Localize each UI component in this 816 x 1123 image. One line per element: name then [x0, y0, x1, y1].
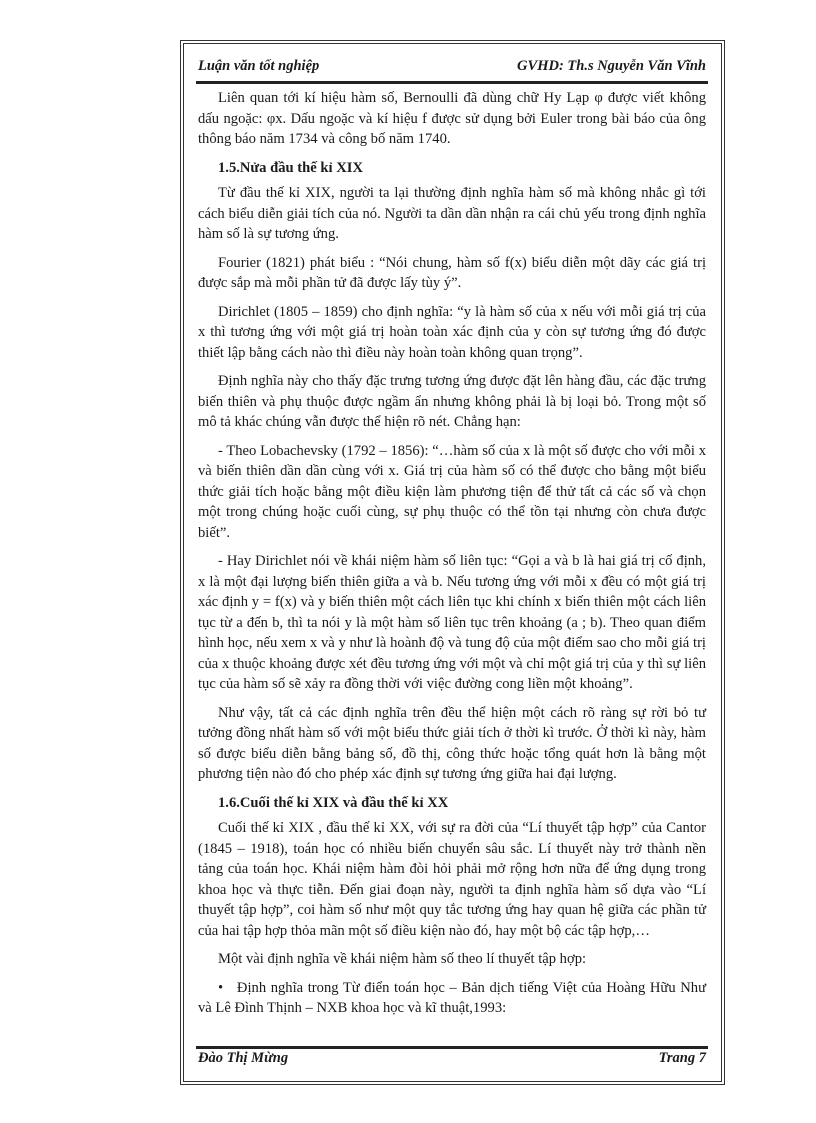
page-footer: [198, 1050, 706, 1067]
header-rule: [196, 81, 708, 84]
footer-page-number: Trang 7: [658, 1050, 706, 1066]
header-advisor: GVHD: Th.s Nguyễn Văn Vĩnh: [517, 58, 706, 74]
section-heading-1-6: 1.6.Cuối thế kỉ XIX và đầu thế kỉ XX: [218, 794, 449, 811]
header-thesis-title: Luận văn tốt nghiệp: [198, 58, 320, 74]
paragraph-dirichlet: Dirichlet (1805 – 1859) cho định nghĩa: “y là hàm số của x nếu với mỗi giá trị của x thì tương ứng với một giá trị hoàn toàn xác định của y còn sự tương ứng đó được thiết lập bằng cách nào thì điều này hoàn toàn không quan trọng”.: [198, 303, 706, 361]
paragraph-lobachevsky: - Theo Lobachevsky (1792 – 1856): “…hàm số của x là một số được cho với mỗi x và biến thiên dần dần cùng với x. Giá trị của hàm số có thể được cho bằng một biểu thức giải tích hoặc bằng một điều kiện làm phương tiện để thử tất cả các số và chọn một trong chúng hoặc cuối cùng, sự phụ thuộc có thể tồn tại nhưng còn chưa được biết”.: [198, 442, 706, 541]
paragraph-summary: Như vậy, tất cả các định nghĩa trên đều thể hiện một cách rõ ràng sự rời bỏ tư tưởng đồng nhất hàm số với một biểu thức giải tích ở thời kì trước. Ở thời kì này, hàm số được biểu diễn bằng bảng số, đồ thị, công thức hoặc tổng quát hơn là bằng một phương tiện nào đó cho phép xác định sự tương ứng giữa hai đại lượng.: [198, 704, 706, 782]
bullet-item: [198, 978, 706, 1019]
page-header: [198, 58, 706, 75]
footer-author: Đào Thị Mừng: [198, 1050, 289, 1066]
footer-rule: [196, 1046, 708, 1049]
bullet-icon: •: [218, 979, 237, 996]
page-content: [198, 88, 706, 1027]
bullet-text: Định nghĩa trong Từ điển toán học – Bản dịch tiếng Việt của Hoàng Hữu Như và Lê Đình Thịnh – NXB khoa học và kĩ thuật,1993:: [198, 979, 706, 1016]
paragraph-set-theory-defs: Một vài định nghĩa về khái niệm hàm số theo lí thuyết tập hợp:: [218, 951, 587, 967]
paragraph-correspondence: Định nghĩa này cho thấy đặc trưng tương ứng được đặt lên hàng đầu, các đặc trưng biến thiên và phụ thuộc được ngầm ẩn nhưng không phải là bị loại bỏ. Trong một số mô tả khác chúng vẫn được thể hiện rõ nét. Chẳng hạn:: [198, 373, 706, 430]
section-heading-1-5: 1.5.Nửa đầu thế kỉ XIX: [218, 159, 363, 176]
paragraph-bernoulli: Liên quan tới kí hiệu hàm số, Bernoulli đã dùng chữ Hy Lạp φ được viết không dấu ngoặc: φx. Dấu ngoặc và kí hiệu f được sử dụng bởi Euler trong bài báo của ông thông báo năm 1734 và công bố năm 1740.: [198, 90, 706, 147]
paragraph-fourier: Fourier (1821) phát biểu : “Nói chung, hàm số f(x) biểu diễn một dãy các giá trị được sắp mà mỗi phần tử đã được lấy tùy ý”.: [198, 254, 706, 291]
paragraph-dirichlet-continuity: - Hay Dirichlet nói về khái niệm hàm số liên tục: “Gọi a và b là hai giá trị cố định, x là một đại lượng biến thiên giữa a và b. Nếu tương ứng với mỗi x đều có một giá trị xác định y = f(x) và y biến thiên một cách liên tục khi chính x biến thiên một cách liên tục từ a đến b, thì ta nói y là một hàm số liên tục trên khoảng (a ; b). Theo quan điểm hình học, nếu xem x và y như là hoành độ và tung độ của một điểm sao cho mỗi giá trị của x thuộc khoảng được xét đều tương ứng với một và chỉ một giá trị của y thì sự liên tục của hàm số sẽ xảy ra đồng thời với việc đường cong liền một khoảng”.: [198, 553, 706, 692]
paragraph-cantor: Cuối thế kỉ XIX , đầu thế kỉ XX, với sự ra đời của “Lí thuyết tập hợp” của Cantor (1845 – 1918), toán học có nhiều biến chuyển sâu sắc. Lí thuyết này trở thành nền tảng của toán học. Khái niệm hàm đòi hỏi phải mở rộng hơn nữa để ứng dụng trong khoa học và thực tiễn. Đến giai đoạn này, người ta định nghĩa hàm số dựa vào “Lí thuyết tập hợp”, coi hàm số như một quy tắc tương ứng hay quan hệ giữa các phần tử của hai tập hợp thỏa mãn một số điều kiện nào đó, hay một bộ các tập hợp,…: [198, 820, 706, 939]
paragraph-early-19th: Từ đầu thế kỉ XIX, người ta lại thường định nghĩa hàm số mà không nhắc gì tới cách biểu diễn giải tích của nó. Người ta dần dần nhận ra cái chủ yếu trong định nghĩa hàm số là sự tương ứng.: [198, 185, 706, 242]
